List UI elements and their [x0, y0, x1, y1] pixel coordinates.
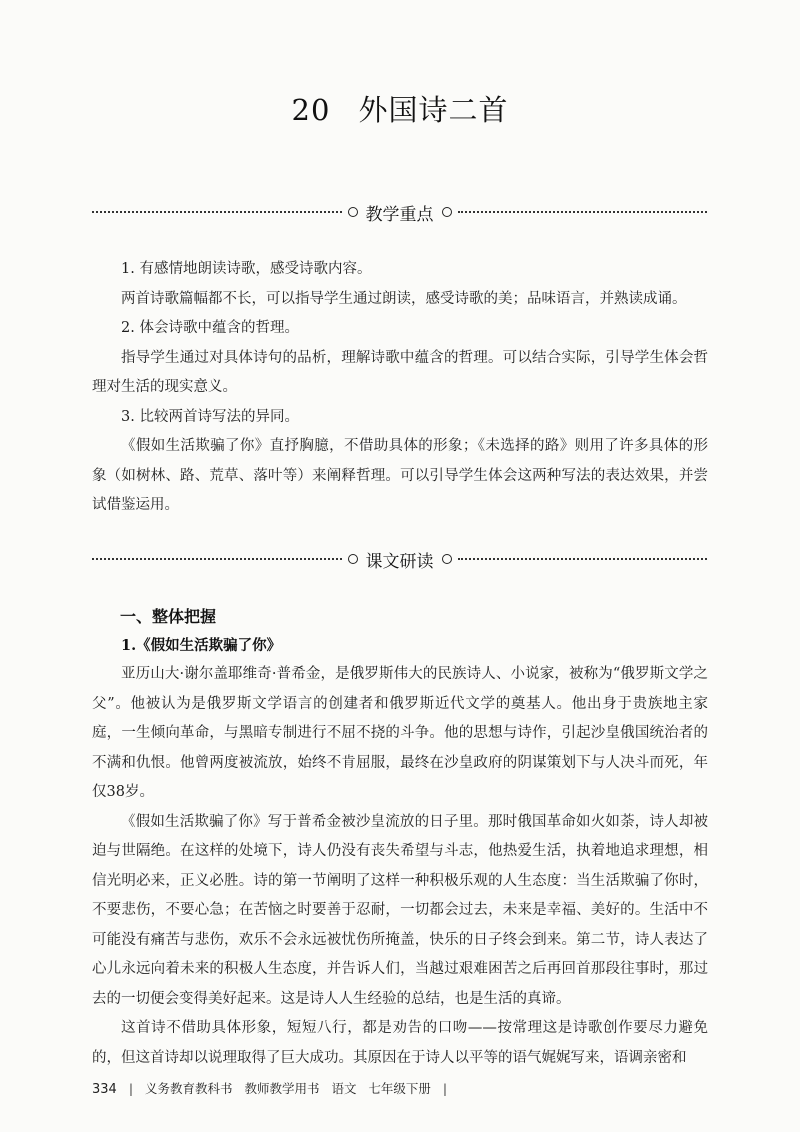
footer-divider: | — [442, 1081, 448, 1096]
section-header-study — [92, 547, 707, 571]
poem-heading: 1.《假如生活欺骗了你》 — [121, 637, 282, 654]
focus-content — [92, 255, 708, 521]
focus-point: 3. 比较两首诗写法的异同。 — [121, 408, 299, 425]
circle-icon — [442, 554, 452, 564]
focus-explanation: 《假如生活欺骗了你》直抒胸臆，不借助具体的形象；《未选择的路》则用了许多具体的形象（如树林、路、荒草、落叶等）来阐释哲理。可以引导学生体会这两种写法的表达效果，并尝试借鉴运用。 — [92, 438, 708, 513]
study-content — [92, 602, 708, 1073]
section-label-study: 课文研读 — [365, 551, 434, 572]
focus-explanation: 指导学生通过对具体诗句的品析，理解诗歌中蕴含的哲理。可以结合实际，引导学生体会哲理对生活的现实意义。 — [92, 349, 708, 395]
footer-divider: | — [128, 1081, 134, 1096]
focus-explanation: 两首诗歌篇幅都不长，可以指导学生通过朗读，感受诗歌的美；品味语言，并熟读成诵。 — [121, 290, 687, 307]
section-label-focus: 教学重点 — [365, 204, 434, 225]
dotted-rule-left — [92, 558, 342, 560]
circle-icon — [348, 207, 358, 217]
circle-icon — [442, 207, 452, 217]
body-paragraph: 《假如生活欺骗了你》写于普希金被沙皇流放的日子里。那时俄国革命如火如荼，诗人却被迫与世隔绝。在这样的处境下，诗人仍没有丧失希望与斗志，他热爱生活，执着地追求理想，相信光明必来，正义必胜。诗的第一节阐明了这样一种积极乐观的人生态度：当生活欺骗了你时，不要悲伤，不要心急；在苦恼之时要善于忍耐，一切都会过去，未来是幸福、美好的。生活中不可能没有痛苦与悲伤，欢乐不会永远被忧伤所掩盖，快乐的日子终会到来。第二节，诗人表达了心儿永远向着未来的积极人生态度，并告诉人们，当越过艰难困苦之后再回首那段往事时，那过去的一切便会变得美好起来。这是诗人人生经验的总结，也是生活的真谛。 — [92, 813, 708, 1007]
chapter-number: 20 — [291, 93, 331, 127]
body-paragraph: 这首诗不借助具体形象，短短八行，都是劝告的口吻——按常理这是诗歌创作要尽力避免的，但这首诗却以说理取得了巨大成功。其原因在于诗人以平等的语气娓娓写来，语调亲密和 — [92, 1020, 708, 1066]
chapter-name: 外国诗二首 — [358, 93, 509, 127]
circle-icon — [348, 554, 358, 564]
footer-grade: 七年级下册 — [368, 1081, 431, 1096]
dotted-rule-right — [458, 211, 708, 213]
footer-series: 义务教育教科书 — [145, 1081, 233, 1096]
body-paragraph: 亚历山大·谢尔盖耶维奇·普希金，是俄罗斯伟大的民族诗人、小说家，被称为“俄罗斯文学之父”。他被认为是俄罗斯文学语言的创建者和俄罗斯近代文学的奠基人。他出身于贵族地主家庭，一生倾向革命，与黑暗专制进行不屈不挠的斗争。他的思想与诗作，引起沙皇俄国统治者的不满和仇恨。他曾两度被流放，始终不肯屈服，最终在沙皇政府的阴谋策划下与人决斗而死，年仅38岁。 — [92, 666, 708, 800]
focus-point: 2. 体会诗歌中蕴含的哲理。 — [121, 320, 299, 336]
page-footer — [92, 1079, 455, 1097]
footer-book: 教师教学用书 — [244, 1081, 320, 1096]
chapter-title — [0, 88, 800, 129]
focus-point: 1. 有感情地朗读诗歌，感受诗歌内容。 — [121, 261, 372, 277]
section-header-focus — [92, 200, 707, 224]
part-heading: 一、整体把握 — [120, 607, 217, 626]
footer-subject: 语文 — [331, 1081, 357, 1096]
dotted-rule-left — [92, 211, 342, 213]
page-number: 334 — [92, 1082, 117, 1097]
dotted-rule-right — [458, 558, 708, 560]
